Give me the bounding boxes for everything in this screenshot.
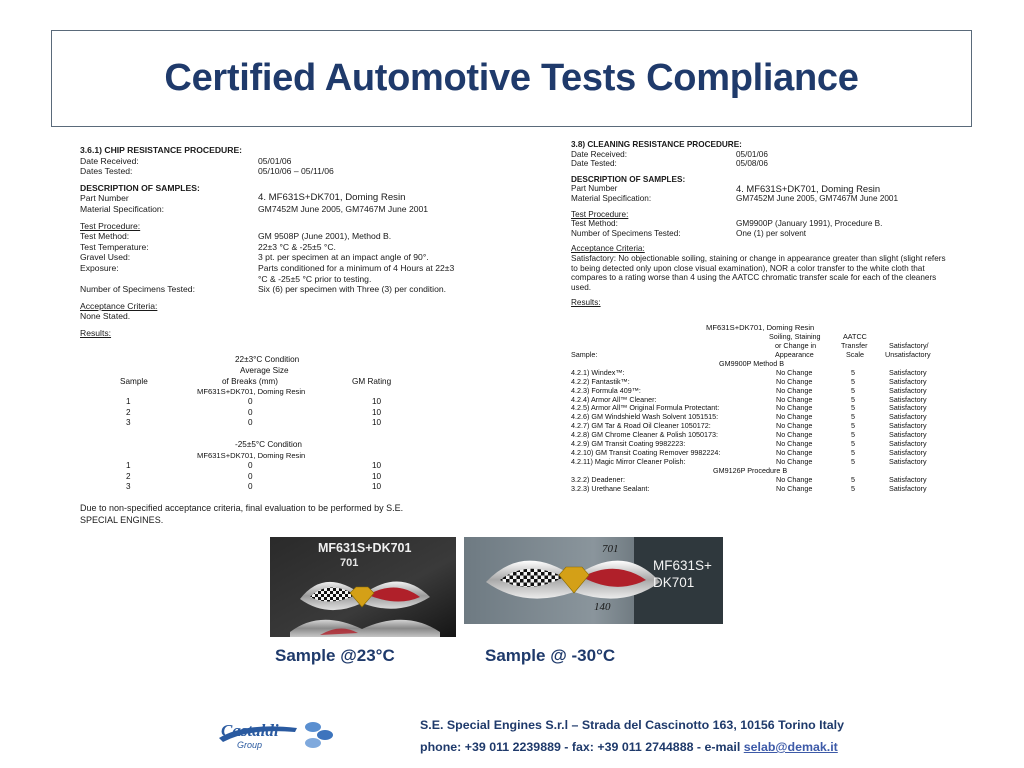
exposure-value-2: °C & -25±5 °C prior to testing. — [258, 273, 372, 284]
cond2-rating-cell: 10 — [372, 471, 382, 481]
cleaning-name-cell: 4.2.8) GM Chrome Cleaner & Polish 1050173: — [571, 430, 719, 440]
test-method-value: GM 9508P (June 2001), Method B. — [258, 231, 392, 242]
acceptance-heading: Acceptance Criteria: — [80, 300, 158, 311]
footer-email-link[interactable]: selab@demak.it — [743, 740, 838, 754]
r-acceptance-line-4: used. — [571, 282, 592, 292]
method-b-rows — [571, 369, 971, 467]
h-aatcc-3: Scale — [846, 349, 864, 359]
h-soiling-2: or Change in — [775, 340, 817, 350]
photo-2-handwriting-2: 140 — [594, 601, 611, 613]
cleaning-res-cell: Satisfactory — [889, 367, 927, 377]
cleaning-app-cell: No Change — [776, 448, 813, 458]
cleaning-res-cell: Satisfactory — [889, 403, 927, 413]
test-temp-value: 22±3 °C & -25±5 °C. — [258, 241, 336, 252]
sample-minus30c-photo — [464, 537, 723, 624]
chip-results-table — [80, 355, 500, 495]
r-specimens-label: Number of Specimens Tested: — [571, 228, 681, 238]
cond2-size-cell: 0 — [248, 471, 253, 481]
specimens-label: Number of Specimens Tested: — [80, 284, 195, 295]
r-part-name: MF631S+DK701, Doming Resin — [706, 323, 815, 332]
cond2-sample-cell: 2 — [126, 471, 131, 481]
cleaning-res-cell: Satisfactory — [889, 385, 927, 395]
cond1-size-cell: 0 — [248, 397, 253, 406]
cleaning-scale-cell: 5 — [851, 376, 855, 386]
r-date-received-value: 05/01/06 — [736, 149, 768, 159]
cleaning-app-cell: No Change — [776, 403, 813, 413]
test-procedure-heading: Test Procedure: — [80, 220, 141, 231]
col-sample-heading: Sample — [120, 377, 148, 386]
gravel-value: 3 pt. per specimen at an impact angle of 90°. — [258, 252, 429, 263]
r-desc-heading: DESCRIPTION OF SAMPLES: — [571, 174, 686, 184]
cond2-rating-cell: 10 — [372, 482, 382, 492]
cleaning-app-cell: No Change — [776, 376, 813, 386]
procedure-b-rows — [571, 476, 971, 494]
cleaning-scale-cell: 5 — [851, 394, 855, 404]
cleaning-name-cell: 4.2.2) Fantastik™: — [571, 376, 630, 386]
r-test-procedure-heading: Test Procedure: — [571, 209, 629, 219]
cleaning-resistance-document — [571, 140, 971, 308]
cleaning-result-row — [571, 485, 971, 494]
note-line-1: Due to non-specified acceptance criteria, final evaluation to be performed by S.E. — [80, 503, 404, 513]
r-part-number-value: 4. MF631S+DK701, Doming Resin — [736, 183, 881, 195]
h-sample: Sample: — [571, 349, 598, 359]
photo-2-label-2: DK701 — [653, 575, 695, 590]
r-acceptance-line-3: compares to a rating worse than 4 using the AATCC chromatic transfer scale for each of the cleaners — [571, 273, 937, 283]
footer-contact — [420, 714, 844, 758]
cleaning-res-cell: Satisfactory — [889, 483, 927, 493]
cond2-sample-cell: 3 — [126, 482, 131, 492]
cleaning-scale-cell: 5 — [851, 385, 855, 395]
chip-resistance-document — [80, 145, 500, 339]
cleaning-results-table — [571, 324, 971, 494]
cleaning-res-cell: Satisfactory — [889, 448, 927, 458]
cleaning-scale-cell: 5 — [851, 421, 855, 431]
condition-1-heading: 22±3°C Condition — [235, 355, 300, 364]
cleaning-name-cell: 4.2.11) Magic Mirror Cleaner Polish: — [571, 457, 686, 467]
corvette-emblem-image-2 — [464, 537, 723, 624]
cleaning-scale-cell: 5 — [851, 474, 855, 484]
photo-2-handwriting-1: 701 — [602, 543, 619, 555]
title-box — [51, 30, 972, 127]
cleaning-scale-cell: 5 — [851, 412, 855, 422]
cleaning-scale-cell: 5 — [851, 457, 855, 467]
test-method-label: Test Method: — [80, 231, 130, 242]
cleaning-res-cell: Satisfactory — [889, 457, 927, 467]
cleaning-name-cell: 3.2.3) Urethane Sealant: — [571, 483, 650, 493]
cleaning-app-cell: No Change — [776, 412, 813, 422]
note-line-2: SPECIAL ENGINES. — [80, 514, 164, 525]
r-acceptance-line-1: Satisfactory: No objectionable soiling, staining or change in appearance greater than slight (slight refers — [571, 253, 946, 263]
part-number-value: 4. MF631S+DK701, Doming Resin — [258, 192, 406, 204]
cond1-size-cell: 0 — [248, 418, 253, 428]
cond1-rating-cell: 10 — [372, 407, 382, 417]
r-date-received-label: Date Received: — [571, 149, 627, 159]
col-gm-rating-heading: GM Rating — [352, 377, 392, 386]
cleaning-name-cell: 4.2.4) Armor All™ Cleaner: — [571, 394, 657, 404]
footer-phone-line — [420, 736, 844, 758]
photo-1-handwriting: 701 — [340, 557, 359, 569]
cleaning-res-cell: Satisfactory — [889, 421, 927, 431]
footer-phone-fax: phone: +39 011 2239889 - fax: +39 011 2744888 - e-mail — [420, 740, 744, 754]
cleaning-name-cell: 4.2.9) GM Transit Coating 9982223: — [571, 439, 686, 449]
cond1-rating-cell: 10 — [372, 418, 382, 428]
cleaning-res-cell: Satisfactory — [889, 430, 927, 440]
cond2-size-cell: 0 — [248, 482, 253, 492]
part-number-label: Part Number — [80, 193, 129, 204]
photo-2-label-1: MF631S+ — [653, 558, 712, 573]
logo-text-main: Castaldi — [221, 721, 279, 740]
specimens-value: Six (6) per specimen with Three (3) per condition. — [258, 284, 447, 295]
cleaning-res-cell: Satisfactory — [889, 412, 927, 422]
photo-1-label: MF631S+DK701 — [318, 541, 412, 555]
avg-size-heading-1: Average Size — [240, 366, 289, 375]
cleaning-res-cell: Satisfactory — [889, 376, 927, 386]
h-aatcc-1: AATCC — [843, 331, 867, 341]
cond1-sample-cell: 3 — [126, 418, 131, 428]
cond2-rating-cell: 10 — [372, 461, 382, 470]
r-part-number-label: Part Number — [571, 184, 618, 194]
cleaning-app-cell: No Change — [776, 474, 813, 484]
cleaning-res-cell: Satisfactory — [889, 474, 927, 484]
cleaning-name-cell: 4.2.3) Formula 409™: — [571, 385, 641, 395]
method-b-heading: GM9900P Method B — [719, 358, 784, 368]
gravel-label: Gravel Used: — [80, 252, 131, 263]
cleaning-res-cell: Satisfactory — [889, 394, 927, 404]
results-heading: Results: — [80, 327, 112, 338]
material-spec-label: Material Specification: — [80, 203, 165, 214]
cleaning-scale-cell: 5 — [851, 430, 855, 440]
test-temp-label: Test Temperature: — [80, 241, 149, 252]
cleaning-app-cell: No Change — [776, 394, 813, 404]
cond1-sample-cell: 2 — [126, 407, 131, 417]
caption-sample-23c: Sample @23°C — [275, 646, 395, 665]
r-material-spec-label: Material Specification: — [571, 193, 652, 203]
desc-heading: DESCRIPTION OF SAMPLES: — [80, 182, 200, 193]
castaldi-logo-graphic — [215, 716, 340, 752]
cleaning-name-cell: 4.2.7) GM Tar & Road Oil Cleaner 1050172: — [571, 421, 711, 431]
cleaning-scale-cell: 5 — [851, 439, 855, 449]
cleaning-app-cell: No Change — [776, 457, 813, 467]
cleaning-name-cell: 4.2.1) Windex™: — [571, 367, 625, 377]
r-acceptance-line-2: to being detected only upon close visual examination), NOR a color transfer to the white cloth that — [571, 263, 925, 273]
cleaning-scale-cell: 5 — [851, 403, 855, 413]
h-soiling-3: Appearance — [775, 349, 814, 359]
h-soiling-1: Soiling, Staining — [769, 331, 821, 341]
part-name-2: MF631S+DK701, Doming Resin — [197, 451, 306, 460]
page-title: Certified Automotive Tests Compliance — [164, 57, 859, 99]
cleaning-scale-cell: 5 — [851, 367, 855, 377]
cleaning-name-cell: 4.2.6) GM Windshield Wash Solvent 1051515: — [571, 412, 719, 422]
r-results-heading: Results: — [571, 298, 601, 308]
r-acceptance-heading: Acceptance Criteria: — [571, 244, 645, 254]
chip-heading: 3.6.1) CHIP RESISTANCE PROCEDURE: — [80, 145, 243, 155]
cond1-sample-cell: 1 — [126, 397, 131, 406]
cleaning-name-cell: 3.2.2) Deadener: — [571, 474, 625, 484]
corvette-emblem-image-1 — [270, 537, 456, 637]
material-spec-value: GM7452M June 2005, GM7467M June 2001 — [258, 203, 429, 214]
h-aatcc-2: Transfer — [841, 340, 868, 350]
cleaning-app-cell: No Change — [776, 430, 813, 440]
date-received-value: 05/01/06 — [258, 155, 292, 166]
cond1-rating-cell: 10 — [372, 397, 382, 406]
r-test-method-value: GM9900P (January 1991), Procedure B. — [736, 219, 883, 229]
r-date-tested-value: 05/08/06 — [736, 159, 768, 169]
cleaning-name-cell: 4.2.5) Armor All™ Original Formula Protectant: — [571, 403, 720, 413]
caption-sample-minus30c: Sample @ -30°C — [485, 646, 616, 665]
cleaning-app-cell: No Change — [776, 385, 813, 395]
procedure-b-heading: GM9126P Procedure B — [713, 466, 788, 475]
acceptance-value: None Stated. — [80, 311, 131, 322]
h-sat-1: Satisfactory/ — [889, 340, 929, 350]
logo-text-group: Group — [237, 740, 263, 750]
cond1-size-cell: 0 — [248, 407, 253, 417]
avg-size-heading-2: of Breaks (mm) — [222, 377, 278, 386]
dates-tested-value: 05/10/06 – 05/11/06 — [258, 166, 334, 177]
r-date-tested-label: Date Tested: — [571, 159, 617, 169]
part-name-1: MF631S+DK701, Doming Resin — [197, 387, 306, 396]
cleaning-app-cell: No Change — [776, 439, 813, 449]
cleaning-scale-cell: 5 — [851, 448, 855, 458]
date-received-label: Date Received: — [80, 155, 139, 166]
cleaning-app-cell: No Change — [776, 421, 813, 431]
cond2-sample-cell: 1 — [126, 461, 131, 470]
r-specimens-value: One (1) per solvent — [736, 228, 807, 238]
sample-23c-photo — [270, 537, 456, 637]
exposure-value-1: Parts conditioned for a minimum of 4 Hours at 22±3 — [258, 262, 455, 273]
r-test-method-label: Test Method: — [571, 219, 618, 229]
castaldi-group-logo — [215, 716, 340, 752]
cleaning-app-cell: No Change — [776, 483, 813, 493]
footer-address: S.E. Special Engines S.r.l – Strada del Cascinotto 163, 10156 Torino Italy — [420, 718, 844, 732]
h-sat-2: Unsatisfactory — [885, 349, 931, 359]
cleaning-name-cell: 4.2.10) GM Transit Coating Remover 9982224: — [571, 448, 721, 458]
exposure-label: Exposure: — [80, 262, 119, 273]
dates-tested-label: Dates Tested: — [80, 166, 133, 177]
cleaning-heading: 3.8) CLEANING RESISTANCE PROCEDURE: — [571, 140, 742, 149]
r-material-spec-value: GM7452M June 2005, GM7467M June 2001 — [736, 193, 899, 203]
cleaning-scale-cell: 5 — [851, 483, 855, 493]
condition-2-heading: -25±5°C Condition — [235, 440, 302, 449]
cleaning-app-cell: No Change — [776, 367, 813, 377]
cleaning-res-cell: Satisfactory — [889, 439, 927, 449]
cond2-size-cell: 0 — [248, 461, 253, 470]
